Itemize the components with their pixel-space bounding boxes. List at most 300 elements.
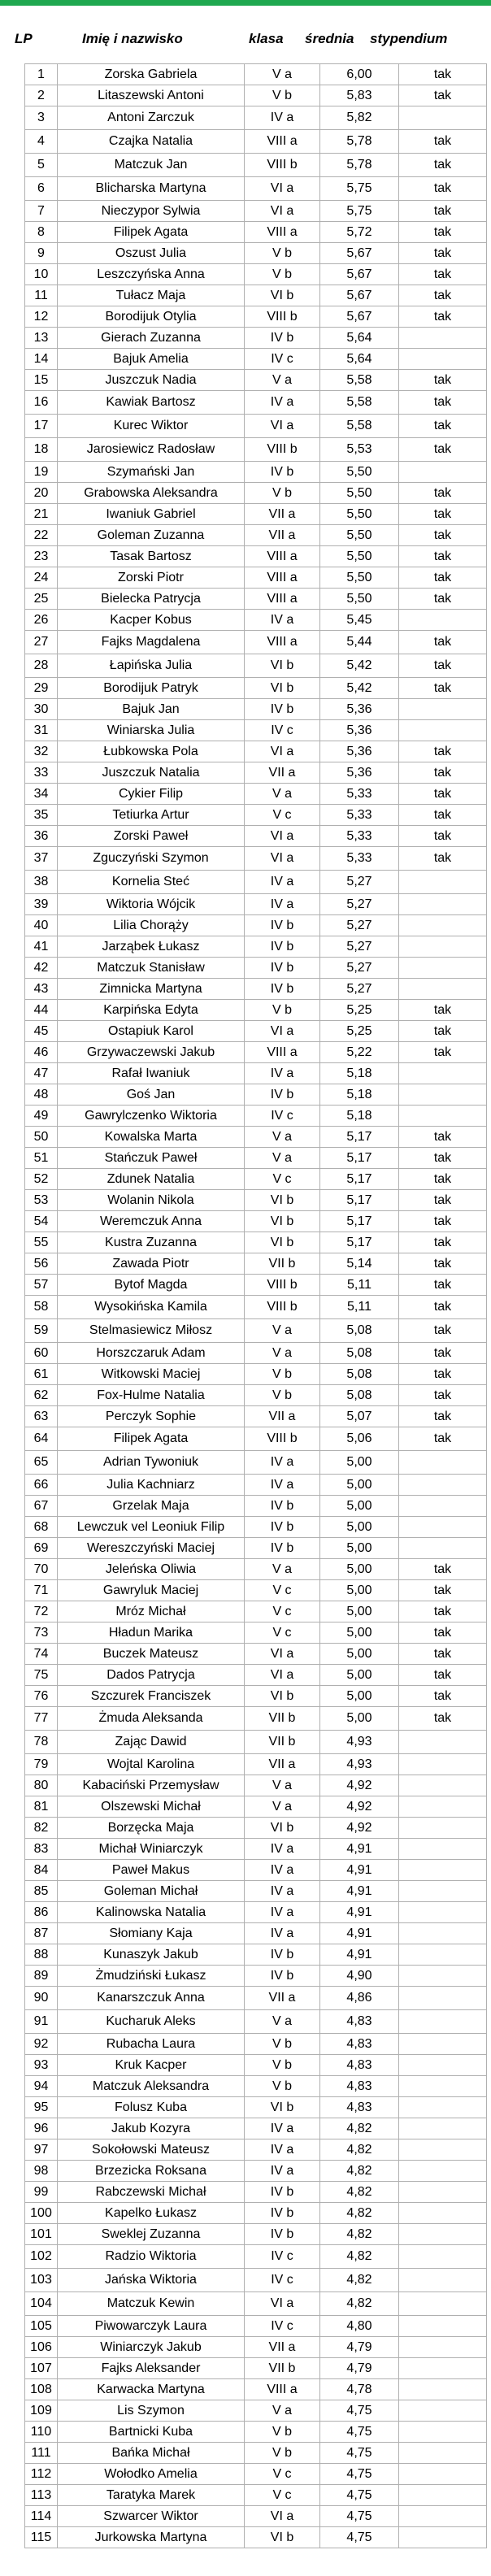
row-name: Folusz Kuba [58,2097,245,2118]
row-name: Kalinowska Natalia [58,1902,245,1923]
row-klasa: VIII b [245,154,320,177]
row-klasa: V b [245,2443,320,2464]
row-klasa: V a [245,1559,320,1580]
row-srednia: 5,36 [320,762,399,784]
row-name: Tułacz Maja [58,285,245,306]
row-lp: 105 [25,2316,58,2337]
table-row [25,1538,487,1559]
row-stypendium [399,1902,487,1923]
row-srednia: 5,45 [320,610,399,631]
row-srednia: 5,58 [320,391,399,415]
table-row [25,2076,487,2097]
row-lp: 38 [25,871,58,894]
row-lp: 48 [25,1084,58,1106]
table-row [25,589,487,610]
row-srednia: 4,92 [320,1796,399,1818]
row-name: Fajks Magdalena [58,631,245,654]
table-row [25,2506,487,2527]
row-stypendium [399,979,487,1000]
row-name: Fox-Hulme Natalia [58,1385,245,1406]
row-srednia: 5,22 [320,1042,399,1063]
table-row [25,1517,487,1538]
row-srednia: 5,58 [320,415,399,438]
row-lp: 98 [25,2161,58,2182]
table-row [25,1000,487,1021]
row-stypendium [399,2182,487,2203]
row-lp: 28 [25,654,58,678]
table-row [25,1451,487,1475]
row-klasa: VI b [245,1686,320,1707]
row-stypendium: tak [399,847,487,871]
row-lp: 12 [25,306,58,328]
row-name: Juszczuk Nadia [58,370,245,391]
row-srednia: 5,64 [320,328,399,349]
row-srednia: 4,78 [320,2379,399,2400]
row-name: Borodijuk Otylia [58,306,245,328]
table-row [25,1686,487,1707]
table-row [25,1021,487,1042]
row-name: Kanarszczuk Anna [58,1987,245,2010]
row-srednia: 5,50 [320,483,399,504]
table-row [25,2358,487,2379]
table-row [25,1496,487,1517]
table-row [25,1042,487,1063]
table-row [25,2464,487,2485]
row-srednia: 5,72 [320,222,399,243]
row-lp: 39 [25,894,58,915]
row-lp: 21 [25,504,58,525]
table-row [25,1232,487,1253]
table-row [25,370,487,391]
row-klasa: VII b [245,1253,320,1275]
row-stypendium [399,2422,487,2443]
row-klasa: VIII a [245,589,320,610]
table-row [25,1106,487,1127]
row-stypendium [399,1084,487,1106]
row-lp: 95 [25,2097,58,2118]
row-stypendium: tak [399,504,487,525]
row-lp: 114 [25,2506,58,2527]
row-lp: 60 [25,1343,58,1364]
table-row [25,2097,487,2118]
table-row [25,1127,487,1148]
row-lp: 19 [25,462,58,483]
row-srednia: 5,50 [320,589,399,610]
row-lp: 93 [25,2055,58,2076]
row-srednia: 5,67 [320,285,399,306]
row-stypendium: tak [399,1644,487,1665]
row-lp: 61 [25,1364,58,1385]
row-name: Paweł Makus [58,1860,245,1881]
row-klasa: VII b [245,2358,320,2379]
row-srednia: 5,83 [320,85,399,106]
row-srednia: 4,75 [320,2485,399,2506]
row-srednia: 5,78 [320,130,399,154]
row-name: Zając Dawid [58,1731,245,1754]
row-klasa: V c [245,1622,320,1644]
row-lp: 45 [25,1021,58,1042]
row-klasa: IV b [245,328,320,349]
row-name: Zimnicka Martyna [58,979,245,1000]
row-klasa: IV a [245,391,320,415]
row-lp: 50 [25,1127,58,1148]
row-lp: 63 [25,1406,58,1427]
row-klasa: IV c [245,349,320,370]
row-lp: 53 [25,1190,58,1211]
row-stypendium: tak [399,415,487,438]
row-srednia: 4,82 [320,2203,399,2224]
row-name: Cykier Filip [58,784,245,805]
row-name: Gawryluk Maciej [58,1580,245,1601]
row-lp: 36 [25,826,58,847]
row-srednia: 4,75 [320,2400,399,2422]
row-srednia: 4,82 [320,2292,399,2316]
row-klasa: IV b [245,2182,320,2203]
row-klasa: VI a [245,1021,320,1042]
row-srednia: 5,00 [320,1580,399,1601]
row-stypendium [399,1923,487,1944]
row-lp: 110 [25,2422,58,2443]
row-klasa: IV c [245,720,320,741]
row-srednia: 5,00 [320,1451,399,1475]
row-stypendium: tak [399,1406,487,1427]
table-row [25,720,487,741]
row-name: Gierach Zuzanna [58,328,245,349]
row-stypendium: tak [399,177,487,201]
table-row [25,349,487,370]
row-lp: 2 [25,85,58,106]
row-srednia: 5,42 [320,678,399,699]
row-stypendium: tak [399,1296,487,1319]
row-srednia: 5,50 [320,567,399,589]
row-klasa: V a [245,370,320,391]
row-stypendium [399,720,487,741]
row-stypendium: tak [399,589,487,610]
row-srednia: 5,58 [320,370,399,391]
row-srednia: 5,33 [320,784,399,805]
row-klasa: VI a [245,741,320,762]
row-stypendium [399,2379,487,2400]
row-srednia: 4,93 [320,1731,399,1754]
row-stypendium [399,1775,487,1796]
row-stypendium [399,2010,487,2034]
row-name: Wereszczyński Maciej [58,1538,245,1559]
row-name: Kawiak Bartosz [58,391,245,415]
row-srednia: 5,44 [320,631,399,654]
row-name: Michał Winiarczyk [58,1839,245,1860]
row-lp: 29 [25,678,58,699]
row-stypendium [399,2034,487,2055]
row-klasa: VI a [245,1644,320,1665]
row-name: Fajks Aleksander [58,2358,245,2379]
row-klasa: VIII a [245,546,320,567]
row-lp: 67 [25,1496,58,1517]
row-lp: 86 [25,1902,58,1923]
row-lp: 23 [25,546,58,567]
row-srednia: 5,75 [320,177,399,201]
row-stypendium: tak [399,525,487,546]
row-srednia: 5,33 [320,847,399,871]
table-row [25,1902,487,1923]
row-lp: 40 [25,915,58,936]
row-name: Sweklej Zuzanna [58,2224,245,2245]
table-row [25,2337,487,2358]
row-lp: 108 [25,2379,58,2400]
row-srednia: 4,91 [320,1881,399,1902]
row-klasa: VII a [245,2337,320,2358]
row-lp: 96 [25,2118,58,2139]
row-stypendium: tak [399,1580,487,1601]
row-name: Horszczaruk Adam [58,1343,245,1364]
row-stypendium: tak [399,130,487,154]
table-row [25,1169,487,1190]
row-klasa: VI b [245,1232,320,1253]
row-klasa: IV b [245,936,320,958]
table-row [25,2316,487,2337]
table-row [25,177,487,201]
row-lp: 3 [25,106,58,130]
table-row [25,1275,487,1296]
table-row [25,1966,487,1987]
row-klasa: V c [245,1169,320,1190]
row-name: Grzelak Maja [58,1496,245,1517]
table-row [25,243,487,264]
row-srednia: 4,79 [320,2358,399,2379]
row-stypendium: tak [399,1622,487,1644]
row-lp: 20 [25,483,58,504]
row-stypendium [399,1475,487,1496]
row-srednia: 5,08 [320,1343,399,1364]
row-srednia: 5,27 [320,979,399,1000]
table-row [25,504,487,525]
row-klasa: VIII b [245,1427,320,1451]
row-klasa: VI a [245,2292,320,2316]
table-row [25,2161,487,2182]
row-stypendium: tak [399,1275,487,1296]
row-srednia: 5,14 [320,1253,399,1275]
row-srednia: 5,17 [320,1127,399,1148]
row-lp: 22 [25,525,58,546]
row-srednia: 4,83 [320,2055,399,2076]
row-name: Kurec Wiktor [58,415,245,438]
row-name: Matczuk Stanisław [58,958,245,979]
row-stypendium: tak [399,243,487,264]
table-row [25,1475,487,1496]
row-name: Lis Szymon [58,2400,245,2422]
row-srednia: 4,82 [320,2245,399,2269]
row-lp: 104 [25,2292,58,2316]
row-name: Kruk Kacper [58,2055,245,2076]
row-name: Łubkowska Pola [58,741,245,762]
row-klasa: IV a [245,106,320,130]
row-lp: 106 [25,2337,58,2358]
table-row [25,2224,487,2245]
table-row [25,1296,487,1319]
row-klasa: V b [245,1000,320,1021]
row-lp: 4 [25,130,58,154]
row-stypendium [399,328,487,349]
row-klasa: V b [245,264,320,285]
row-lp: 87 [25,1923,58,1944]
row-lp: 99 [25,2182,58,2203]
table-row [25,1406,487,1427]
row-stypendium: tak [399,826,487,847]
row-srednia: 5,36 [320,741,399,762]
row-klasa: IV a [245,894,320,915]
row-lp: 88 [25,1944,58,1966]
row-name: Zdunek Natalia [58,1169,245,1190]
row-klasa: VI b [245,654,320,678]
row-lp: 112 [25,2464,58,2485]
row-lp: 27 [25,631,58,654]
row-lp: 64 [25,1427,58,1451]
row-klasa: IV b [245,2224,320,2245]
row-stypendium: tak [399,1364,487,1385]
row-lp: 91 [25,2010,58,2034]
row-klasa: V a [245,784,320,805]
row-srednia: 5,64 [320,349,399,370]
row-stypendium: tak [399,1169,487,1190]
row-klasa: IV a [245,2118,320,2139]
row-srednia: 5,78 [320,154,399,177]
row-klasa: VII a [245,1987,320,2010]
row-klasa: VI a [245,2506,320,2527]
row-lp: 55 [25,1232,58,1253]
table-row [25,979,487,1000]
row-name: Wojtal Karolina [58,1754,245,1775]
row-name: Kunaszyk Jakub [58,1944,245,1966]
row-lp: 58 [25,1296,58,1319]
row-name: Bartnicki Kuba [58,2422,245,2443]
table-row [25,1622,487,1644]
table-row [25,306,487,328]
row-srednia: 5,07 [320,1406,399,1427]
row-klasa: VII a [245,1754,320,1775]
row-klasa: IV a [245,2139,320,2161]
table-row [25,741,487,762]
table-row [25,201,487,222]
table-row [25,2292,487,2316]
row-klasa: VI a [245,201,320,222]
row-stypendium [399,1517,487,1538]
row-klasa: IV b [245,462,320,483]
row-srednia: 4,83 [320,2097,399,2118]
row-name: Rubacha Laura [58,2034,245,2055]
row-stypendium: tak [399,678,487,699]
table-row [25,610,487,631]
row-klasa: IV b [245,915,320,936]
table-row [25,1665,487,1686]
table-row [25,483,487,504]
row-klasa: V c [245,2485,320,2506]
row-name: Filipek Agata [58,1427,245,1451]
row-klasa: IV a [245,2161,320,2182]
row-lp: 25 [25,589,58,610]
row-stypendium [399,894,487,915]
row-srednia: 4,93 [320,1754,399,1775]
row-stypendium: tak [399,805,487,826]
row-klasa: VI a [245,847,320,871]
row-klasa: VII b [245,1707,320,1731]
row-lp: 14 [25,349,58,370]
table-row [25,264,487,285]
row-lp: 90 [25,1987,58,2010]
row-klasa: VI b [245,1818,320,1839]
row-lp: 56 [25,1253,58,1275]
row-name: Kabaciński Przemysław [58,1775,245,1796]
table-row [25,130,487,154]
row-srednia: 5,50 [320,525,399,546]
row-srednia: 5,36 [320,699,399,720]
row-klasa: V b [245,1364,320,1385]
row-name: Kapelko Łukasz [58,2203,245,2224]
row-srednia: 5,06 [320,1427,399,1451]
table-row [25,2203,487,2224]
row-klasa: IV b [245,1944,320,1966]
row-name: Litaszewski Antoni [58,85,245,106]
row-klasa: IV a [245,1860,320,1881]
row-lp: 70 [25,1559,58,1580]
row-lp: 44 [25,1000,58,1021]
row-stypendium [399,958,487,979]
table-row [25,2400,487,2422]
row-lp: 84 [25,1860,58,1881]
row-stypendium [399,1839,487,1860]
row-stypendium [399,2292,487,2316]
table-row [25,654,487,678]
row-stypendium [399,2139,487,2161]
table-row [25,847,487,871]
table-row [25,805,487,826]
row-name: Szymański Jan [58,462,245,483]
table-row [25,567,487,589]
row-lp: 101 [25,2224,58,2245]
row-srednia: 4,90 [320,1966,399,1987]
row-stypendium [399,1818,487,1839]
row-lp: 73 [25,1622,58,1644]
row-lp: 37 [25,847,58,871]
row-name: Grzywaczewski Jakub [58,1042,245,1063]
row-klasa: IV a [245,1839,320,1860]
row-klasa: IV b [245,1966,320,1987]
row-klasa: V a [245,64,320,85]
row-klasa: VI b [245,285,320,306]
row-name: Borodijuk Patryk [58,678,245,699]
row-lp: 31 [25,720,58,741]
row-stypendium: tak [399,370,487,391]
row-lp: 8 [25,222,58,243]
row-srednia: 6,00 [320,64,399,85]
row-name: Wiktoria Wójcik [58,894,245,915]
row-name: Wołodko Amelia [58,2464,245,2485]
row-stypendium [399,1987,487,2010]
row-lp: 92 [25,2034,58,2055]
row-stypendium: tak [399,631,487,654]
row-stypendium [399,2443,487,2464]
row-srednia: 4,91 [320,1839,399,1860]
row-srednia: 4,75 [320,2527,399,2548]
row-srednia: 5,75 [320,201,399,222]
row-srednia: 5,00 [320,1538,399,1559]
row-stypendium: tak [399,1148,487,1169]
row-lp: 81 [25,1796,58,1818]
row-stypendium [399,2316,487,2337]
row-srednia: 5,82 [320,106,399,130]
row-klasa: V c [245,1601,320,1622]
row-klasa: V b [245,243,320,264]
row-stypendium: tak [399,1127,487,1148]
row-srednia: 5,11 [320,1275,399,1296]
